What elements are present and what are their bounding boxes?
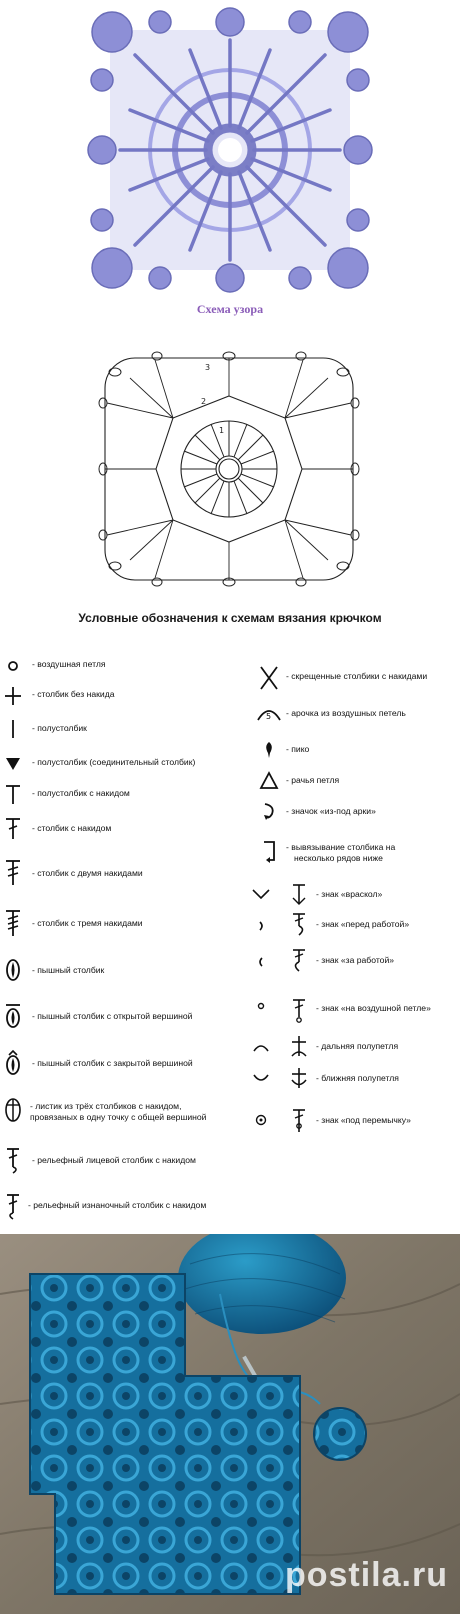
- crossed-dc-icon: [258, 664, 280, 692]
- puff-open-top-icon: [2, 1002, 24, 1030]
- arch-count-badge: 5: [266, 712, 272, 721]
- legend-label-crossed: - скрещенные столбики с накидами: [286, 671, 428, 681]
- legend-title: Условные обозначения к схемам вязания крючком: [78, 611, 382, 625]
- legend-label-leaf: - листик из трёх столбиков с накидом,: [30, 1101, 182, 1111]
- on-chain-dc-icon: [288, 996, 310, 1024]
- double-crochet-icon: [2, 814, 24, 842]
- legend-label-in-front: - знак «перед работой»: [316, 919, 410, 929]
- crochet-motif-photo: [0, 0, 460, 300]
- legend-label-half: - полустолбик: [32, 723, 87, 733]
- top-caption: Схема узора: [196, 302, 264, 316]
- front-loop-icon: [250, 1064, 272, 1092]
- chain-stitch-icon: [2, 652, 24, 680]
- legend-label-spike-line2: несколько рядов ниже: [294, 853, 383, 863]
- crochet-chart: [95, 348, 363, 590]
- double-treble-icon: [2, 909, 24, 937]
- back-loop-icon: [250, 1034, 272, 1062]
- legend-label-chain: - воздушная петля: [32, 659, 106, 669]
- under-bar-icon: [250, 1106, 272, 1134]
- half-double-crochet-icon: [2, 780, 24, 808]
- inserted-icon: [250, 880, 272, 908]
- round-label-2: 2: [201, 397, 207, 406]
- legend-label-picot: - пико: [286, 744, 310, 754]
- spike-stitch-icon: [258, 838, 280, 866]
- watermark-text: postila.ru: [284, 1556, 448, 1594]
- legend-label-tr: - столбик с двумя накидами: [32, 868, 143, 878]
- inserted-dc-icon: [288, 880, 310, 908]
- legend-label-behind: - знак «за работой»: [316, 955, 395, 965]
- legend-label-under-bar: - знак «под перемычку»: [316, 1115, 411, 1125]
- from-under-arch-icon: [258, 798, 280, 826]
- legend-label-inserted: - знак «враскол»: [316, 889, 383, 899]
- behind-dc-icon: [288, 946, 310, 974]
- legend-label-front-loop: - ближняя полупетля: [316, 1073, 399, 1083]
- in-front-icon: [250, 912, 272, 940]
- on-chain-icon: [250, 994, 272, 1022]
- puff-closed-top-icon: [2, 1049, 24, 1077]
- treble-crochet-icon: [2, 858, 24, 886]
- legend-label-sc: - столбик без накида: [32, 689, 115, 699]
- legend-label-bpdc: - рельефный изнаночный столбик с накидом: [28, 1200, 207, 1210]
- legend-label-leaf-line2: провязаных в одну точку с общей вершиной: [30, 1112, 207, 1122]
- front-post-dc-icon: [2, 1146, 24, 1174]
- legend-label-hdc: - полустолбик с накидом: [32, 788, 130, 798]
- crochet-runner-photo: [0, 1234, 460, 1614]
- half-stitch-icon: [2, 715, 24, 743]
- legend-label-spike: - вывязывание столбика на: [286, 842, 396, 852]
- round-label-3: 3: [205, 363, 211, 372]
- in-front-dc-icon: [288, 910, 310, 938]
- slip-stitch-icon: [2, 749, 24, 777]
- legend-label-dtr: - столбик с тремя накидами: [32, 918, 143, 928]
- chain-arch-icon: [256, 700, 282, 728]
- picot-icon: [258, 736, 280, 764]
- behind-icon: [250, 948, 272, 976]
- crab-stitch-icon: [258, 767, 280, 795]
- legend-label-crab: - рачья петля: [286, 775, 340, 785]
- legend-label-on-chain: - знак «на воздушной петле»: [316, 1003, 431, 1013]
- back-post-dc-icon: [2, 1192, 24, 1220]
- under-bar-dc-icon: [288, 1106, 310, 1134]
- legend-label-slip: - полустолбик (соединительный столбик): [32, 757, 196, 767]
- legend-label-arch: - арочка из воздушных петель: [286, 708, 406, 718]
- front-loop-sc-icon: [288, 1064, 310, 1092]
- three-dc-leaf-icon: [2, 1096, 24, 1124]
- legend-label-dc: - столбик с накидом: [32, 823, 112, 833]
- legend-label-puff-open: - пышный столбик с открытой вершиной: [32, 1011, 193, 1021]
- legend-label-fpdc: - рельефный лицевой столбик с накидом: [32, 1155, 196, 1165]
- legend-label-back-loop: - дальняя полупетля: [316, 1041, 399, 1051]
- round-label-1: 1: [219, 426, 225, 435]
- legend-label-puff-closed: - пышный столбик с закрытой вершиной: [32, 1058, 193, 1068]
- legend-label-puff: - пышный столбик: [32, 965, 105, 975]
- legend-label-under-arch: - значок «из-под арки»: [286, 806, 376, 816]
- single-crochet-icon: [2, 682, 24, 710]
- puff-stitch-icon: [2, 956, 24, 984]
- back-loop-sc-icon: [288, 1032, 310, 1060]
